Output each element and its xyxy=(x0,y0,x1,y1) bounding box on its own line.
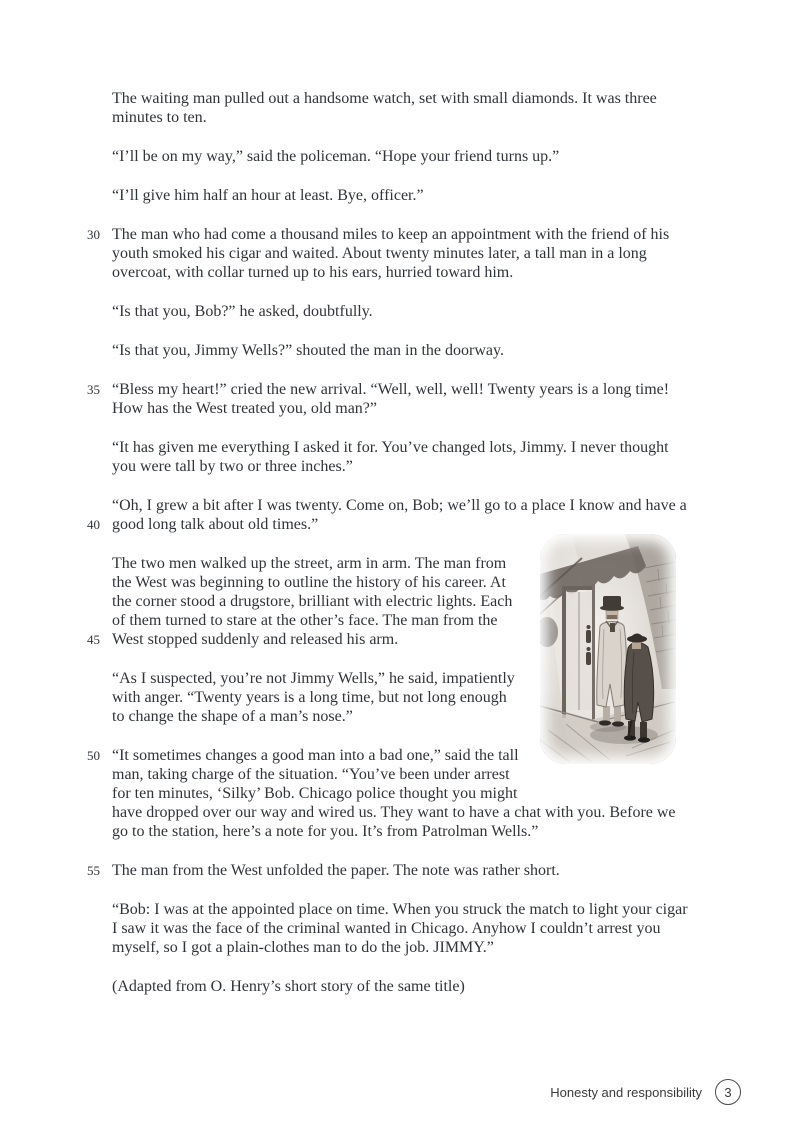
page-number-badge xyxy=(715,1079,741,1105)
story-text xyxy=(87,89,695,1016)
paragraph-text: “I’ll give him half an hour at least. Bye, officer.” xyxy=(112,187,424,204)
story-paragraph xyxy=(87,225,695,282)
story-paragraph xyxy=(112,669,695,726)
story-paragraph xyxy=(87,554,695,649)
page-number: 3 xyxy=(724,1084,732,1100)
story-paragraph xyxy=(112,438,695,476)
paragraph-text: (Adapted from O. Henry’s short story of the same title) xyxy=(112,978,465,995)
story-paragraph xyxy=(87,380,695,418)
paragraph-text: “Bless my heart!” cried the new arrival. “Well, well, well! Twenty years is a long time! How has the West treated you, old man?” xyxy=(112,381,670,417)
story-paragraph xyxy=(112,900,695,957)
story-paragraph xyxy=(112,341,695,360)
line-number-30: 30 xyxy=(87,227,100,242)
paragraph-text: “It sometimes changes a good man into a bad one,” said the tall man, taking charge of the situation. “You’ve been under arrest for ten minutes, ‘Silky’ Bob. Chicago police thought you might have dropped over our way and wired us. They want to have a chat with you. Before we go to the station, here’s a note for you. It’s from Patrolman Wells.” xyxy=(112,747,676,840)
paragraph-text: The two men walked up the street, arm in arm. The man from the West was beginning to outline the history of his career. At the corner stood a drugstore, brilliant with electric lights. Each of them turned to stare at the other’s face. The man from the West stopped suddenly and released his arm. xyxy=(112,555,513,648)
page-footer xyxy=(550,1079,741,1105)
paragraph-text: The man from the West unfolded the paper. The note was rather short. xyxy=(112,862,560,879)
story-paragraph xyxy=(112,147,695,166)
paragraph-text: “As I suspected, you’re not Jimmy Wells,” he said, impatiently with anger. “Twenty years is a long time, but not long enough to change the shape of a man’s nose.” xyxy=(112,670,515,725)
source-note xyxy=(112,977,695,996)
story-paragraph xyxy=(87,746,695,841)
paragraph-text: The man who had come a thousand miles to keep an appointment with the friend of his youth smoked his cigar and waited. About twenty minutes later, a tall man in a long overcoat, with collar turned up to his ears, hurried toward him. xyxy=(112,226,670,281)
story-paragraph xyxy=(87,861,695,880)
paragraph-text: “Is that you, Jimmy Wells?” shouted the man in the doorway. xyxy=(112,342,504,359)
story-paragraph xyxy=(112,302,695,321)
line-number-45: 45 xyxy=(87,632,100,647)
line-number-50: 50 xyxy=(87,748,100,763)
story-paragraph xyxy=(87,496,695,534)
paragraph-text: “I’ll be on my way,” said the policeman. “Hope your friend turns up.” xyxy=(112,148,560,165)
footer-section-title: Honesty and responsibility xyxy=(550,1084,702,1100)
line-number-55: 55 xyxy=(87,863,100,878)
paragraph-text: “Is that you, Bob?” he asked, doubtfully. xyxy=(112,303,373,320)
line-number-40: 40 xyxy=(87,517,100,532)
story-paragraph xyxy=(112,89,695,127)
paragraph-text: “It has given me everything I asked it for. You’ve changed lots, Jimmy. I never thought you were tall by two or three inches.” xyxy=(112,439,669,475)
line-number-35: 35 xyxy=(87,382,100,397)
paragraph-text: “Bob: I was at the appointed place on time. When you struck the match to light your cigar I saw it was the face of the criminal wanted in Chicago. Anyhow I couldn’t arrest you myself, so I got a plain-clothes man to do the job. JIMMY.” xyxy=(112,901,688,956)
story-paragraph xyxy=(112,186,695,205)
paragraph-text: The waiting man pulled out a handsome watch, set with small diamonds. It was three minutes to ten. xyxy=(112,90,657,126)
paragraph-text: “Oh, I grew a bit after I was twenty. Come on, Bob; we’ll go to a place I know and have a good long talk about old times.” xyxy=(112,497,687,533)
